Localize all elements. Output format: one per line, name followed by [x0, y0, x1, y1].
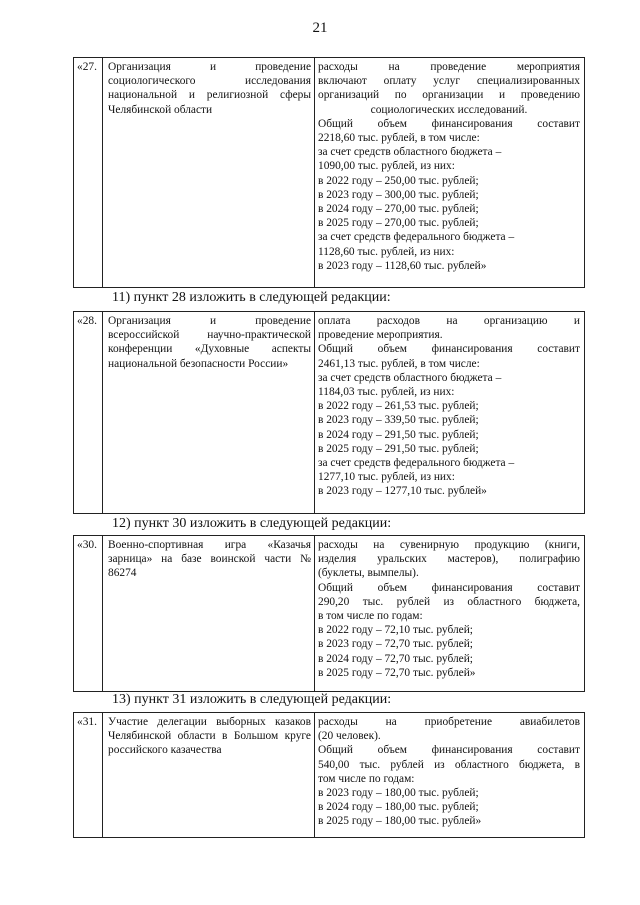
- desc-line: (буклеты, вымпелы).: [318, 567, 419, 580]
- desc-line: в 2024 году – 180,00 тыс. рублей;: [318, 801, 479, 814]
- desc-line: 2218,60 тыс. рублей, в том числе:: [318, 132, 480, 145]
- desc-line: (20 человек).: [318, 730, 381, 743]
- desc-line: расходы на проведение мероприятия: [318, 61, 580, 73]
- table-row-item-27: [73, 57, 585, 288]
- desc-line: в 2025 году – 180,00 тыс. рублей»: [318, 815, 482, 828]
- desc-line: в 2023 году – 339,50 тыс. рублей;: [318, 414, 479, 427]
- desc-line: за счет средств областного бюджета –: [318, 371, 502, 384]
- desc-line: том числе по годам:: [318, 772, 415, 785]
- desc-line: 1184,03 тыс. рублей, из них:: [318, 386, 455, 399]
- item-number: «28.: [74, 312, 103, 513]
- desc-line: в том числе по годам:: [318, 610, 423, 623]
- desc-line: в 2023 году – 180,00 тыс. рублей;: [318, 787, 479, 800]
- item-description: [315, 536, 584, 691]
- desc-line: в 2024 году – 270,00 тыс. рублей;: [318, 203, 479, 216]
- desc-line: за счет средств федерального бюджета –: [318, 457, 515, 470]
- desc-line: в 2022 году – 261,53 тыс. рублей;: [318, 400, 479, 413]
- desc-line: организаций по организации и проведению: [318, 89, 580, 102]
- desc-line: 2461,13 тыс. рублей, в том числе:: [318, 357, 480, 370]
- item-number: «31.: [74, 713, 103, 837]
- item-description: [315, 713, 584, 837]
- item-name: Участие делегации выборных казаков Челябинской области в Большом круге российского казачества: [103, 713, 315, 837]
- instruction-text: 11) пункт 28 изложить в следующей редакции:: [112, 290, 391, 305]
- table-row-item-30: [73, 535, 585, 692]
- desc-line: в 2022 году – 72,10 тыс. рублей;: [318, 624, 473, 637]
- item-number: «30.: [74, 536, 103, 691]
- desc-line: в 2023 году – 1128,60 тыс. рублей»: [318, 259, 487, 272]
- item-number: «27.: [74, 58, 103, 287]
- desc-line: 1277,10 тыс. рублей, из них:: [318, 471, 455, 484]
- desc-line: в 2025 году – 72,70 тыс. рублей»: [318, 666, 476, 679]
- item-description: [315, 58, 584, 287]
- desc-line: за счет средств областного бюджета –: [318, 146, 502, 159]
- desc-line: в 2024 году – 291,50 тыс. рублей;: [318, 428, 479, 441]
- desc-line: в 2023 году – 72,70 тыс. рублей;: [318, 638, 473, 651]
- item-name: Военно-спортивная игра «Казачья зарница» на базе воинской части № 86274: [103, 536, 315, 691]
- desc-line: включают оплату услуг специализированных: [318, 75, 580, 88]
- desc-line: расходы на приобретение авиабилетов: [318, 716, 580, 728]
- item-description: [315, 312, 584, 513]
- desc-line: Общий объем финансирования составит: [318, 581, 580, 594]
- desc-line: изделия уральских мастеров), полиграфию: [318, 553, 580, 566]
- desc-line: оплата расходов на организацию и: [318, 315, 580, 327]
- instruction-text: 12) пункт 30 изложить в следующей редакции:: [112, 516, 392, 531]
- desc-line: в 2023 году – 300,00 тыс. рублей;: [318, 188, 479, 201]
- table-row-item-31: [73, 712, 585, 838]
- desc-line: в 2025 году – 270,00 тыс. рублей;: [318, 217, 479, 230]
- desc-line: 1128,60 тыс. рублей, из них:: [318, 245, 455, 258]
- desc-line: проведение мероприятия.: [318, 329, 443, 342]
- desc-line: социологических исследований.: [370, 103, 528, 116]
- item-name: Организация и проведение всероссийской научно-практической конференции «Духовные аспекты национальной безопасности России»: [103, 312, 315, 513]
- page-number: 21: [312, 20, 328, 36]
- table-row-item-28: [73, 311, 585, 514]
- desc-line: 290,20 тыс. рублей из областного бюджета,: [318, 595, 580, 608]
- desc-line: в 2023 году – 1277,10 тыс. рублей»: [318, 485, 487, 498]
- instruction-text: 13) пункт 31 изложить в следующей редакции:: [112, 692, 392, 707]
- desc-line: в 2024 году – 72,70 тыс. рублей;: [318, 652, 473, 665]
- desc-line: Общий объем финансирования составит: [318, 744, 580, 757]
- desc-line: за счет средств федерального бюджета –: [318, 231, 515, 244]
- desc-line: Общий объем финансирования составит: [318, 343, 580, 356]
- desc-line: расходы на сувенирную продукцию (книги,: [318, 539, 580, 551]
- desc-line: в 2025 году – 291,50 тыс. рублей;: [318, 442, 479, 455]
- desc-line: 540,00 тыс. рублей из областного бюджета, в: [318, 758, 580, 771]
- desc-line: 1090,00 тыс. рублей, из них:: [318, 160, 455, 173]
- desc-line: в 2022 году – 250,00 тыс. рублей;: [318, 174, 479, 187]
- item-name: Организация и проведение социологического исследования национальной и религиозной сферы Челябинской области: [103, 58, 315, 287]
- desc-line: Общий объем финансирования составит: [318, 117, 580, 130]
